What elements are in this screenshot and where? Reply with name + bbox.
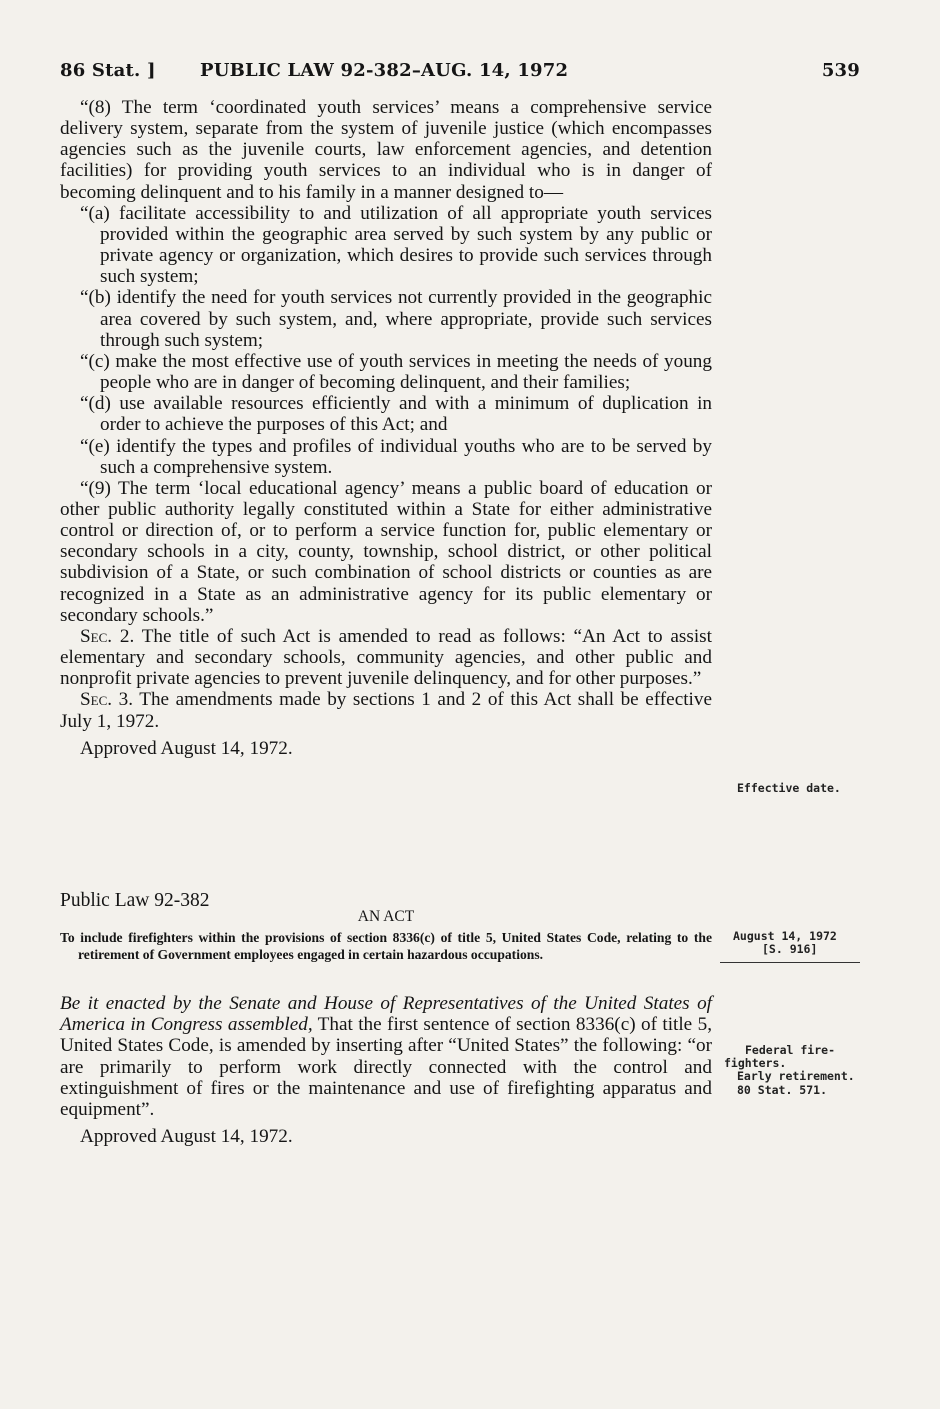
enacting-clause [60, 993, 712, 1120]
approved-date: Approved August 14, 1972. [80, 737, 293, 759]
page-number: 539 [821, 60, 860, 81]
margin-note-federal-4: 80 Stat. 571. [737, 1083, 828, 1097]
margin-note-effective-date: Effective date. [737, 781, 841, 795]
enacting-paragraph [60, 993, 712, 1120]
item-a: “(a) facilitate accessibility to and utilization of all appropriate youth services provided within the geographic area served by such system by any public or private agency or organization, which desires to provide such services through such system; [80, 202, 712, 288]
section-2 [60, 626, 712, 689]
stat-reference: 86 Stat. ] [60, 60, 156, 81]
margin-note-date: August 14, 1972 [733, 929, 837, 943]
enacting-formula: Be it enacted by the Senate and House of Representatives of the United States of America in Congress assembled, [60, 993, 712, 1036]
section-2-text: The title of such Act is amended to read as follows: “An Act to assist elementary and secondary schools, community agencies, and other public and nonprofit private agencies to prevent juvenile delinquency, and for other purposes.” [60, 625, 712, 690]
act-purpose: To include firefighters within the provisions of section 8336(c) of title 5, United States Code, relating to the retirement of Government employees engaged in certain hazardous occupations. [60, 930, 712, 962]
an-act-heading: AN ACT [357, 908, 415, 925]
item-c: “(c) make the most effective use of youth services in meeting the needs of young people who are in danger of becoming delinquent, and their families; [80, 350, 712, 394]
section-3 [60, 689, 712, 731]
section-3-label: Sec. 3. [80, 689, 134, 711]
public-law-block [60, 890, 712, 1167]
margin-note-federal-1: Federal fire- [745, 1043, 836, 1057]
approved-date-2: Approved August 14, 1972. [80, 1126, 293, 1148]
section-3-text: The amendments made by sections 1 and 2 of this Act shall be effective July 1, 1972. [60, 689, 712, 732]
header-title: PUBLIC LAW 92-382–AUG. 14, 1972 [200, 60, 569, 81]
public-law-number: Public Law 92-382 [60, 890, 210, 911]
item-e: “(e) identify the types and profiles of individual youths who are to be served by such a comprehensive system. [80, 435, 712, 478]
margin-note-federal-3: Early retirement. [737, 1069, 855, 1083]
section-2-label: Sec. 2. [80, 625, 135, 647]
page-header [60, 60, 860, 84]
margin-rule [720, 962, 860, 963]
definition-8: “(8) The term ‘coordinated youth services’ means a comprehensive service delivery system, separate from the system of juvenile justice (which encompasses agencies such as the juvenile courts, law enforcement agencies, and detention facilities) for providing youth services to an individual who is in danger of becoming delinquent and to his family in a manner designed to— [60, 97, 712, 203]
enacting-text: That the first sentence of section 8336(c) of title 5, United States Code, is amended by inserting after “United States” the following: “or are primarily to perform work directly connected with the control and extinguishment of fires or the maintenance and use of firefighting apparatus and equipment”. [60, 1014, 712, 1121]
margin-note-bill: [S. 916] [762, 942, 818, 956]
item-d: “(d) use available resources efficiently and with a minimum of duplication in order to achieve the purposes of this Act; and [80, 393, 712, 436]
definition-9: “(9) The term ‘local educational agency’ means a public board of education or other public authority legally constituted within a State for either administrative control or direction of, or to perform a service function for, public elementary or secondary schools in a city, county, township, school district, or other political subdivision of a State, or such combination of school districts or counties as are recognized in a State as an administrative agency for its public elementary or secondary schools.” [60, 477, 712, 626]
section-text [60, 97, 712, 759]
item-b: “(b) identify the need for youth services not currently provided in the geographic area covered by such system, and, where appropriate, provide such services through such system; [80, 287, 712, 351]
margin-note-federal-2: fighters. [724, 1056, 787, 1070]
